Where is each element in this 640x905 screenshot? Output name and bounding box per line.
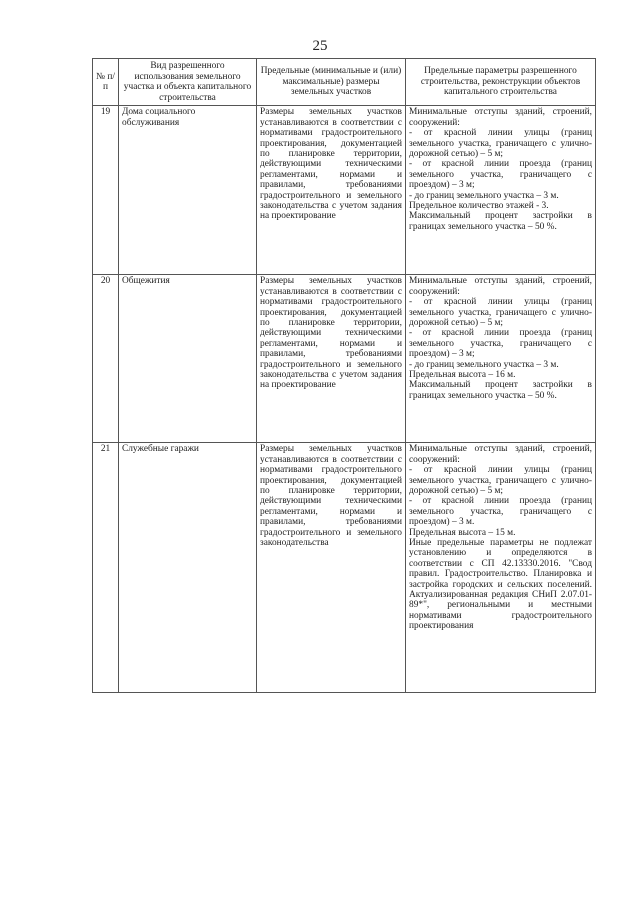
row-plot-size: Размеры земельных участков устанавливаются в соответствии с нормативами градостроительного проектирования, документацией по планировке территории, действующими техническими регламентами, нормами и правилами, требованиями градостроительного и земельного законодательства [257, 443, 406, 693]
parameter-line: - до границ земельного участка – 3 м. [409, 359, 559, 370]
parameter-line: Минимальные отступы зданий, строений, сооружений: [409, 107, 592, 128]
parameter-line: Максимальный процент застройки в границах земельного участка – 50 %. [409, 211, 592, 232]
row-number: 21 [93, 443, 119, 693]
parameter-line: Минимальные отступы зданий, строений, сооружений: [409, 276, 592, 297]
parameter-line: - от красной линии улицы (границ земельного участка, граничащего с улично-дорожной сетью) – 5 м; [409, 297, 592, 328]
parameter-line: Предельная высота – 16 м. [409, 370, 516, 381]
parameter-line: - от красной линии проезда (границ земельного участка, граничащего с проездом) – 3 м; [409, 328, 592, 360]
row-use-type: Дома социального обслуживания [119, 106, 257, 275]
row-use-type: Служебные гаражи [119, 443, 257, 693]
row-plot-size: Размеры земельных участков устанавливаются в соответствии с нормативами градостроительного проектирования, документацией по планировке территории, действующими техническими регламентами, нормами и правилами, требованиями градостроительного и земельного законодательства с учетом задания на проектирование [257, 106, 406, 275]
parameter-line: - до границ земельного участка – 3 м. [409, 190, 559, 201]
parameter-line: Предельное количество этажей - 3. [409, 201, 549, 212]
parameter-line: - от красной линии проезда (границ земельного участка, граничащего с проездом) – 3 м; [409, 159, 592, 191]
header-number: № п/п [93, 59, 119, 106]
parameter-line: - от красной линии улицы (границ земельного участка, граничащего с улично-дорожной сетью) – 5 м; [409, 128, 592, 159]
row-number: 19 [93, 106, 119, 275]
parameter-line: - от красной линии проезда (границ земельного участка, граничащего с проездом) – 3 м. [409, 496, 592, 528]
table-row [93, 443, 596, 693]
land-use-table [92, 58, 596, 693]
parameter-line: Минимальные отступы зданий, строений, сооружений: [409, 444, 592, 465]
parameter-line: - от красной линии улицы (границ земельного участка, граничащего с улично-дорожной сетью) – 5 м; [409, 465, 592, 496]
parameter-line: Иные предельные параметры не подлежат установлению и определяются в соответствии с СП 42.13330.2016. "Свод правил. Градостроительство. Планировка и застройка городских и сельских поселений. Актуализированная редакция СНиП 2.07.01-89*", региональными и местными нормативами градостроительного проектирования [409, 538, 592, 632]
row-parameters [406, 106, 596, 275]
row-parameters [406, 443, 596, 693]
table-row [93, 275, 596, 443]
row-number: 20 [93, 275, 119, 443]
row-parameters [406, 275, 596, 443]
table-header-row [93, 59, 596, 106]
header-use-type: Вид разрешенного использования земельного участка и объекта капитального строительства [119, 59, 257, 106]
row-plot-size: Размеры земельных участков устанавливаются в соответствии с нормативами градостроительного проектирования, документацией по планировке территории, действующими техническими регламентами, нормами и правилами, требованиями градостроительного и земельного законодательства с учетом задания на проектирование [257, 275, 406, 443]
header-plot-size: Предельные (минимальные и (или) максимальные) размеры земельных участков [257, 59, 406, 106]
table-row [93, 106, 596, 275]
parameter-line: Предельная высота – 15 м. [409, 527, 516, 538]
parameter-line: Максимальный процент застройки в границах земельного участка – 50 %. [409, 380, 592, 401]
page-number: 25 [312, 38, 328, 54]
header-parameters: Предельные параметры разрешенного строительства, реконструкции объектов капитального строительства [406, 59, 596, 106]
row-use-type: Общежития [119, 275, 257, 443]
